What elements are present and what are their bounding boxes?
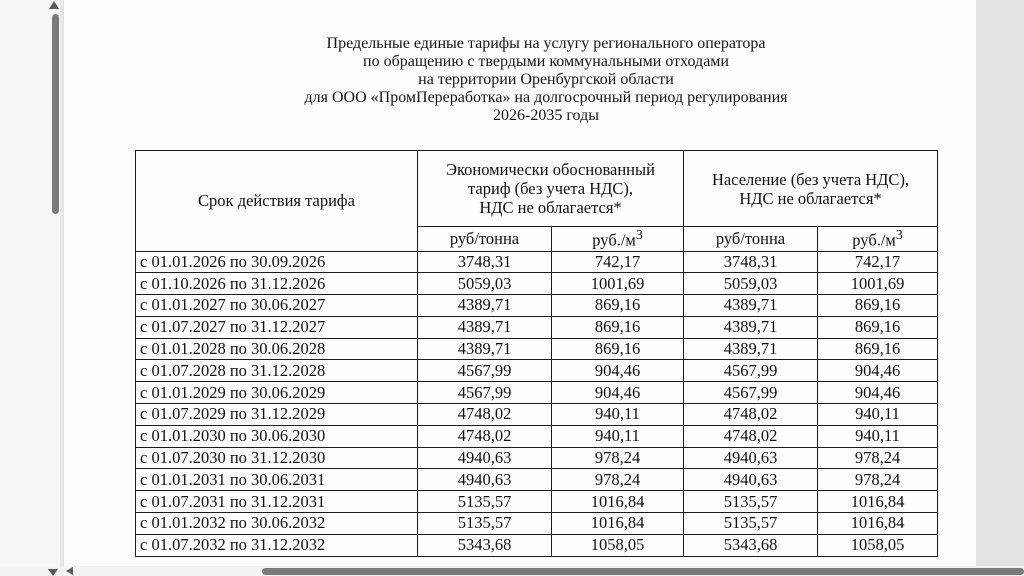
cell-econ-m3: 1016,84 — [552, 491, 684, 513]
unit-rub-per-ton: руб/тонна — [418, 227, 552, 252]
cell-econ-ton: 4389,71 — [418, 295, 552, 317]
table-row — [136, 491, 938, 513]
cell-econ-ton: 3748,31 — [418, 251, 552, 273]
cell-pop-ton: 4389,71 — [684, 338, 818, 360]
cell-pop-m3: 1001,69 — [818, 273, 938, 295]
cell-econ-ton: 5135,57 — [418, 491, 552, 513]
cell-term: с 01.07.2031 по 31.12.2031 — [136, 491, 418, 513]
header-population-line: Население (без учета НДС), — [711, 169, 910, 189]
cell-econ-m3: 869,16 — [552, 295, 684, 317]
cell-term: с 01.10.2026 по 31.12.2026 — [136, 273, 418, 295]
cell-econ-m3: 904,46 — [552, 382, 684, 404]
cell-econ-ton: 5059,03 — [418, 273, 552, 295]
cell-pop-ton: 4940,63 — [684, 469, 818, 491]
title-line: для ООО «ПромПереработка» на долгосрочный период регулирования — [304, 89, 788, 106]
unit-m3-label: руб./м — [592, 230, 636, 250]
cell-pop-m3: 869,16 — [818, 295, 938, 317]
cell-pop-m3: 978,24 — [818, 469, 938, 491]
cell-econ-m3: 978,24 — [552, 469, 684, 491]
cell-pop-ton: 4389,71 — [684, 316, 818, 338]
cell-pop-m3: 1058,05 — [818, 534, 938, 556]
unit-rub-per-m3 — [552, 227, 684, 252]
table-row — [136, 534, 938, 556]
cell-econ-m3: 1001,69 — [552, 273, 684, 295]
cell-pop-ton: 5059,03 — [684, 273, 818, 295]
cell-econ-m3: 1016,84 — [552, 513, 684, 535]
cell-term: с 01.01.2030 по 30.06.2030 — [136, 425, 418, 447]
table-row — [136, 273, 938, 295]
cell-pop-ton: 4567,99 — [684, 360, 818, 382]
cell-pop-m3: 904,46 — [818, 360, 938, 382]
scroll-up-arrow-icon[interactable] — [49, 1, 59, 9]
cell-econ-m3: 742,17 — [552, 251, 684, 273]
table-row — [136, 404, 938, 426]
cell-econ-ton: 4567,99 — [418, 360, 552, 382]
table-row — [136, 360, 938, 382]
cell-term: с 01.07.2030 по 31.12.2030 — [136, 447, 418, 469]
cell-pop-ton: 4567,99 — [684, 382, 818, 404]
cell-pop-m3: 869,16 — [818, 338, 938, 360]
header-population-tariff — [684, 151, 938, 227]
cell-econ-m3: 940,11 — [552, 425, 684, 447]
unit-rub-per-ton: руб/тонна — [684, 227, 818, 252]
cell-econ-ton: 4567,99 — [418, 382, 552, 404]
cell-pop-ton: 5343,68 — [684, 534, 818, 556]
cell-pop-m3: 940,11 — [818, 404, 938, 426]
table-row — [136, 338, 938, 360]
cell-pop-m3: 1016,84 — [818, 513, 938, 535]
cell-pop-m3: 869,16 — [818, 316, 938, 338]
title-line: по обращению с твердыми коммунальными отходами — [363, 53, 729, 70]
scroll-left-arrow-icon[interactable] — [66, 567, 73, 575]
cell-econ-ton: 5135,57 — [418, 513, 552, 535]
unit-m3-superscript: 3 — [635, 227, 643, 242]
header-population-line: НДС не облагается* — [739, 188, 882, 208]
cell-term: с 01.07.2027 по 31.12.2027 — [136, 316, 418, 338]
scroll-down-arrow-icon[interactable] — [48, 569, 58, 576]
unit-m3-superscript: 3 — [895, 227, 903, 242]
header-economic-line: Экономически обоснованный — [446, 160, 655, 179]
unit-rub-per-m3 — [818, 227, 938, 252]
table-row — [136, 295, 938, 317]
cell-econ-ton: 4940,63 — [418, 469, 552, 491]
header-economic-line: НДС не облагается* — [479, 198, 622, 217]
header-economic-tariff — [418, 151, 684, 227]
cell-econ-m3: 869,16 — [552, 316, 684, 338]
table-row — [136, 382, 938, 404]
cell-econ-ton: 4748,02 — [418, 404, 552, 426]
cell-pop-ton: 4940,63 — [684, 447, 818, 469]
cell-term: с 01.01.2027 по 30.06.2027 — [136, 295, 418, 317]
cell-term: с 01.07.2028 по 31.12.2028 — [136, 360, 418, 382]
horizontal-scroll-thumb[interactable] — [262, 568, 1024, 575]
cell-econ-m3: 1058,05 — [552, 534, 684, 556]
cell-term: с 01.01.2026 по 30.09.2026 — [136, 251, 418, 273]
cell-pop-m3: 904,46 — [818, 382, 938, 404]
cell-econ-ton: 4389,71 — [418, 338, 552, 360]
cell-term: с 01.01.2031 по 30.06.2031 — [136, 469, 418, 491]
cell-econ-m3: 869,16 — [552, 338, 684, 360]
table-row — [136, 251, 938, 273]
cell-pop-ton: 3748,31 — [684, 251, 818, 273]
cell-econ-m3: 940,11 — [552, 404, 684, 426]
cell-econ-ton: 4940,63 — [418, 447, 552, 469]
cell-pop-m3: 940,11 — [818, 425, 938, 447]
title-line: Предельные единые тарифы на услугу регионального оператора — [326, 35, 766, 52]
cell-term: с 01.07.2029 по 31.12.2029 — [136, 404, 418, 426]
document-title — [166, 35, 926, 125]
title-line: на территории Оренбургской области — [418, 71, 674, 88]
cell-pop-m3: 742,17 — [818, 251, 938, 273]
cell-term: с 01.01.2028 по 30.06.2028 — [136, 338, 418, 360]
tariff-table — [135, 150, 938, 557]
vertical-scroll-thumb[interactable] — [52, 14, 59, 214]
header-term: Срок действия тарифа — [136, 151, 418, 252]
cell-pop-ton: 4389,71 — [684, 295, 818, 317]
table-row — [136, 425, 938, 447]
title-line: 2026-2035 годы — [493, 107, 599, 124]
header-economic-line: тариф (без учета НДС), — [468, 179, 633, 198]
cell-pop-m3: 978,24 — [818, 447, 938, 469]
cell-econ-ton: 4389,71 — [418, 316, 552, 338]
cell-pop-ton: 4748,02 — [684, 404, 818, 426]
cell-pop-m3: 1016,84 — [818, 491, 938, 513]
cell-econ-m3: 904,46 — [552, 360, 684, 382]
table-row — [136, 469, 938, 491]
right-margin — [976, 0, 1024, 566]
cell-pop-ton: 5135,57 — [684, 491, 818, 513]
table-row — [136, 513, 938, 535]
cell-term: с 01.07.2032 по 31.12.2032 — [136, 534, 418, 556]
cell-pop-ton: 4748,02 — [684, 425, 818, 447]
unit-m3-label: руб./м — [852, 230, 896, 250]
cell-econ-m3: 978,24 — [552, 447, 684, 469]
table-row — [136, 447, 938, 469]
cell-term: с 01.01.2032 по 30.06.2032 — [136, 513, 418, 535]
cell-pop-ton: 5135,57 — [684, 513, 818, 535]
table-row — [136, 316, 938, 338]
cell-term: с 01.01.2029 по 30.06.2029 — [136, 382, 418, 404]
cell-econ-ton: 5343,68 — [418, 534, 552, 556]
cell-econ-ton: 4748,02 — [418, 425, 552, 447]
